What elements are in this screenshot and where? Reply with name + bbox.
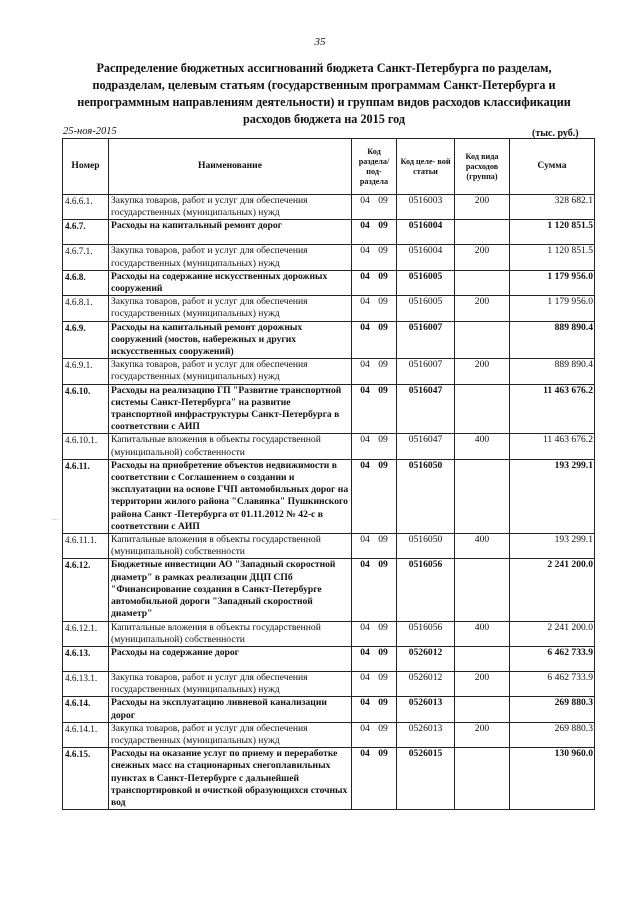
- row-amount: 269 880.3: [510, 697, 595, 722]
- row-group-code: [455, 748, 510, 810]
- row-section: 04: [360, 321, 370, 333]
- row-section: 04: [360, 296, 370, 308]
- row-amount: 1 120 851.5: [510, 245, 595, 270]
- row-section: 04: [360, 459, 370, 471]
- row-target-code: 0516056: [397, 621, 455, 646]
- row-amount: 328 682.1: [510, 195, 595, 220]
- row-group-code: 200: [455, 722, 510, 747]
- row-target-code: 0526015: [397, 748, 455, 810]
- row-subsection: 09: [378, 559, 388, 571]
- header-section-code: Код раздела/ под- раздела: [352, 139, 397, 195]
- row-name: Расходы на капитальный ремонт дорожных сооружений (мостов, набережных и других искусственных сооружений): [109, 321, 352, 359]
- row-section-code: [352, 559, 397, 621]
- row-group-code: 200: [455, 671, 510, 696]
- row-target-code: 0516050: [397, 459, 455, 533]
- row-section-code: [352, 270, 397, 295]
- row-target-code: 0516005: [397, 270, 455, 295]
- row-section: 04: [360, 384, 370, 396]
- row-target-code: 0516047: [397, 434, 455, 459]
- row-target-code: 0516050: [397, 534, 455, 559]
- row-name: Закупка товаров, работ и услуг для обеспечения государственных (муниципальных) нужд: [109, 195, 352, 220]
- row-number: 4.6.13.: [63, 646, 109, 671]
- table-header-row: [63, 139, 595, 195]
- row-group-code: 200: [455, 296, 510, 321]
- row-number: 4.6.15.: [63, 748, 109, 810]
- row-name: Закупка товаров, работ и услуг для обеспечения государственных (муниципальных) нужд: [109, 671, 352, 696]
- row-amount: 889 890.4: [510, 321, 595, 359]
- row-section: 04: [360, 646, 370, 658]
- row-amount: 889 890.4: [510, 359, 595, 384]
- row-amount: 11 463 676.2: [510, 434, 595, 459]
- row-number: 4.6.9.: [63, 321, 109, 359]
- row-subsection: 09: [378, 321, 388, 333]
- row-group-code: [455, 459, 510, 533]
- row-section-code: [352, 748, 397, 810]
- row-section-code: [352, 220, 397, 245]
- table-row: [63, 321, 595, 359]
- row-number: 4.6.6.1.: [63, 195, 109, 220]
- row-section: 04: [360, 220, 370, 232]
- row-name: Закупка товаров, работ и услуг для обеспечения государственных (муниципальных) нужд: [109, 359, 352, 384]
- row-section-code: [352, 321, 397, 359]
- row-section: 04: [360, 671, 370, 683]
- budget-table: [62, 138, 595, 810]
- row-target-code: 0516005: [397, 296, 455, 321]
- row-section: 04: [360, 722, 370, 734]
- row-subsection: 09: [378, 621, 388, 633]
- row-group-code: 400: [455, 621, 510, 646]
- header-target-code: Код целе- вой статьи: [397, 139, 455, 195]
- row-number: 4.6.10.: [63, 384, 109, 434]
- row-section-code: [352, 621, 397, 646]
- row-name: Расходы на оказание услуг по приему и переработке снежных масс на стационарных снегоплавильных пунктах в Санкт-Петербурге с дальнейшей транспортировкой и очисткой образующихся сточных вод: [109, 748, 352, 810]
- table-row: [63, 359, 595, 384]
- row-number: 4.6.11.: [63, 459, 109, 533]
- row-number: 4.6.11.1.: [63, 534, 109, 559]
- table-row: [63, 534, 595, 559]
- row-number: 4.6.8.1.: [63, 296, 109, 321]
- row-name: Закупка товаров, работ и услуг для обеспечения государственных (муниципальных) нужд: [109, 722, 352, 747]
- row-subsection: 09: [378, 296, 388, 308]
- row-section: 04: [360, 434, 370, 446]
- row-number: 4.6.9.1.: [63, 359, 109, 384]
- row-name: Капитальные вложения в объекты государственной (муниципальной) собственности: [109, 434, 352, 459]
- row-group-code: [455, 697, 510, 722]
- row-section: 04: [360, 621, 370, 633]
- row-section-code: [352, 384, 397, 434]
- row-amount: 6 462 733.9: [510, 671, 595, 696]
- row-subsection: 09: [378, 722, 388, 734]
- row-subsection: 09: [378, 459, 388, 471]
- row-section-code: [352, 359, 397, 384]
- table-row: [63, 722, 595, 747]
- row-group-code: [455, 321, 510, 359]
- table-row: [63, 459, 595, 533]
- row-number: 4.6.13.1.: [63, 671, 109, 696]
- row-section-code: [352, 195, 397, 220]
- row-section-code: [352, 671, 397, 696]
- row-group-code: [455, 384, 510, 434]
- row-target-code: 0516056: [397, 559, 455, 621]
- row-target-code: 0526013: [397, 697, 455, 722]
- row-amount: 6 462 733.9: [510, 646, 595, 671]
- table-row: [63, 646, 595, 671]
- row-name: Капитальные вложения в объекты государственной (муниципальной) собственности: [109, 621, 352, 646]
- table-row: [63, 270, 595, 295]
- table-row: [63, 621, 595, 646]
- header-number: Номер: [63, 139, 109, 195]
- page-number: 35: [314, 36, 326, 48]
- units-label: (тыс. руб.): [532, 128, 579, 139]
- row-section: 04: [360, 534, 370, 546]
- row-subsection: 09: [378, 697, 388, 709]
- table-row: [63, 748, 595, 810]
- row-amount: 1 120 851.5: [510, 220, 595, 245]
- table-row: [63, 559, 595, 621]
- row-amount: 193 299.1: [510, 534, 595, 559]
- row-name: Расходы на содержание искусственных дорожных сооружений: [109, 270, 352, 295]
- row-group-code: 400: [455, 534, 510, 559]
- row-number: 4.6.7.: [63, 220, 109, 245]
- report-date: 25-ноя-2015: [63, 126, 117, 137]
- row-number: 4.6.7.1.: [63, 245, 109, 270]
- row-group-code: [455, 270, 510, 295]
- row-amount: 2 241 200.0: [510, 621, 595, 646]
- header-amount: Сумма: [510, 139, 595, 195]
- row-section: 04: [360, 559, 370, 571]
- table-row: [63, 195, 595, 220]
- row-subsection: 09: [378, 384, 388, 396]
- row-name: Расходы на реализацию ГП "Развитие транспортной системы Санкт-Петербурга" на развитие транспортной инфраструктуры Санкт-Петербурга в соответствии с АИП: [109, 384, 352, 434]
- row-name: Закупка товаров, работ и услуг для обеспечения государственных (муниципальных) нужд: [109, 296, 352, 321]
- row-name: Бюджетные инвестиции АО "Западный скоростной диаметр" в рамках реализации ДЦП СПб "Финансирование создания в Санкт-Петербурге автомобильной дороги "Западный скоростной диаметр": [109, 559, 352, 621]
- row-amount: 1 179 956.0: [510, 270, 595, 295]
- row-section-code: [352, 534, 397, 559]
- row-number: 4.6.12.: [63, 559, 109, 621]
- row-group-code: 400: [455, 434, 510, 459]
- row-group-code: 200: [455, 359, 510, 384]
- row-subsection: 09: [378, 434, 388, 446]
- row-name: Расходы на приобретение объектов недвижимости в соответствии с Соглашением о создании и эксплуатации на основе ГЧП автомобильных дорог на территории жилого района "Славянка" Пушкинского района Санкт -Петербурга от 01.11.2012 № 42-с в соответствии с АИП: [109, 459, 352, 533]
- row-subsection: 09: [378, 195, 388, 206]
- row-subsection: 09: [378, 359, 388, 371]
- row-amount: 1 179 956.0: [510, 296, 595, 321]
- row-target-code: 0526012: [397, 671, 455, 696]
- row-group-code: [455, 646, 510, 671]
- row-section-code: [352, 459, 397, 533]
- row-name: Капитальные вложения в объекты государственной (муниципальной) собственности: [109, 534, 352, 559]
- row-section: 04: [360, 697, 370, 709]
- row-section-code: [352, 722, 397, 747]
- table-row: [63, 697, 595, 722]
- row-target-code: 0516003: [397, 195, 455, 220]
- row-amount: 2 241 200.0: [510, 559, 595, 621]
- row-section-code: [352, 245, 397, 270]
- row-target-code: 0516004: [397, 220, 455, 245]
- row-section: 04: [360, 195, 370, 206]
- row-section: 04: [360, 359, 370, 371]
- row-subsection: 09: [378, 220, 388, 232]
- row-section: 04: [360, 245, 370, 257]
- document-title: Распределение бюджетных ассигнований бюджета Санкт-Петербурга по разделам, подразделам, целевым статьям (государственным программам Санкт-Петербурга и непрограммным направлениям деятельности) и группам видов расходов классификации расходов бюджета на 2015 год: [77, 61, 571, 126]
- row-name: Расходы на содержание дорог: [109, 646, 352, 671]
- row-name: Расходы на эксплуатацию ливневой канализации дорог: [109, 697, 352, 722]
- header-group-code: Код вида расходов (группа): [455, 139, 510, 195]
- row-target-code: 0526013: [397, 722, 455, 747]
- row-subsection: 09: [378, 646, 388, 658]
- table-row: [63, 296, 595, 321]
- row-amount: 269 880.3: [510, 722, 595, 747]
- row-subsection: 09: [378, 748, 388, 760]
- row-section: 04: [360, 748, 370, 760]
- row-subsection: 09: [378, 534, 388, 546]
- row-number: 4.6.8.: [63, 270, 109, 295]
- table-row: [63, 384, 595, 434]
- row-number: 4.6.14.: [63, 697, 109, 722]
- row-section: 04: [360, 270, 370, 282]
- row-target-code: 0516007: [397, 321, 455, 359]
- table-row: [63, 220, 595, 245]
- row-number: 4.6.10.1.: [63, 434, 109, 459]
- row-section-code: [352, 434, 397, 459]
- row-section-code: [352, 697, 397, 722]
- row-name: Расходы на капитальный ремонт дорог: [109, 220, 352, 245]
- row-section-code: [352, 296, 397, 321]
- table-row: [63, 671, 595, 696]
- row-group-code: 200: [455, 245, 510, 270]
- row-amount: 11 463 676.2: [510, 384, 595, 434]
- table-row: [63, 434, 595, 459]
- row-number: 4.6.12.1.: [63, 621, 109, 646]
- row-amount: 193 299.1: [510, 459, 595, 533]
- row-target-code: 0516004: [397, 245, 455, 270]
- row-group-code: 200: [455, 195, 510, 220]
- row-subsection: 09: [378, 245, 388, 257]
- table-row: [63, 245, 595, 270]
- row-name: Закупка товаров, работ и услуг для обеспечения государственных (муниципальных) нужд: [109, 245, 352, 270]
- row-amount: 130 960.0: [510, 748, 595, 810]
- header-name: Наименование: [109, 139, 352, 195]
- row-subsection: 09: [378, 671, 388, 683]
- row-group-code: [455, 220, 510, 245]
- row-target-code: 0526012: [397, 646, 455, 671]
- row-section-code: [352, 646, 397, 671]
- row-subsection: 09: [378, 270, 388, 282]
- row-group-code: [455, 559, 510, 621]
- margin-mark: …: [52, 514, 59, 522]
- row-target-code: 0516007: [397, 359, 455, 384]
- row-target-code: 0516047: [397, 384, 455, 434]
- row-number: 4.6.14.1.: [63, 722, 109, 747]
